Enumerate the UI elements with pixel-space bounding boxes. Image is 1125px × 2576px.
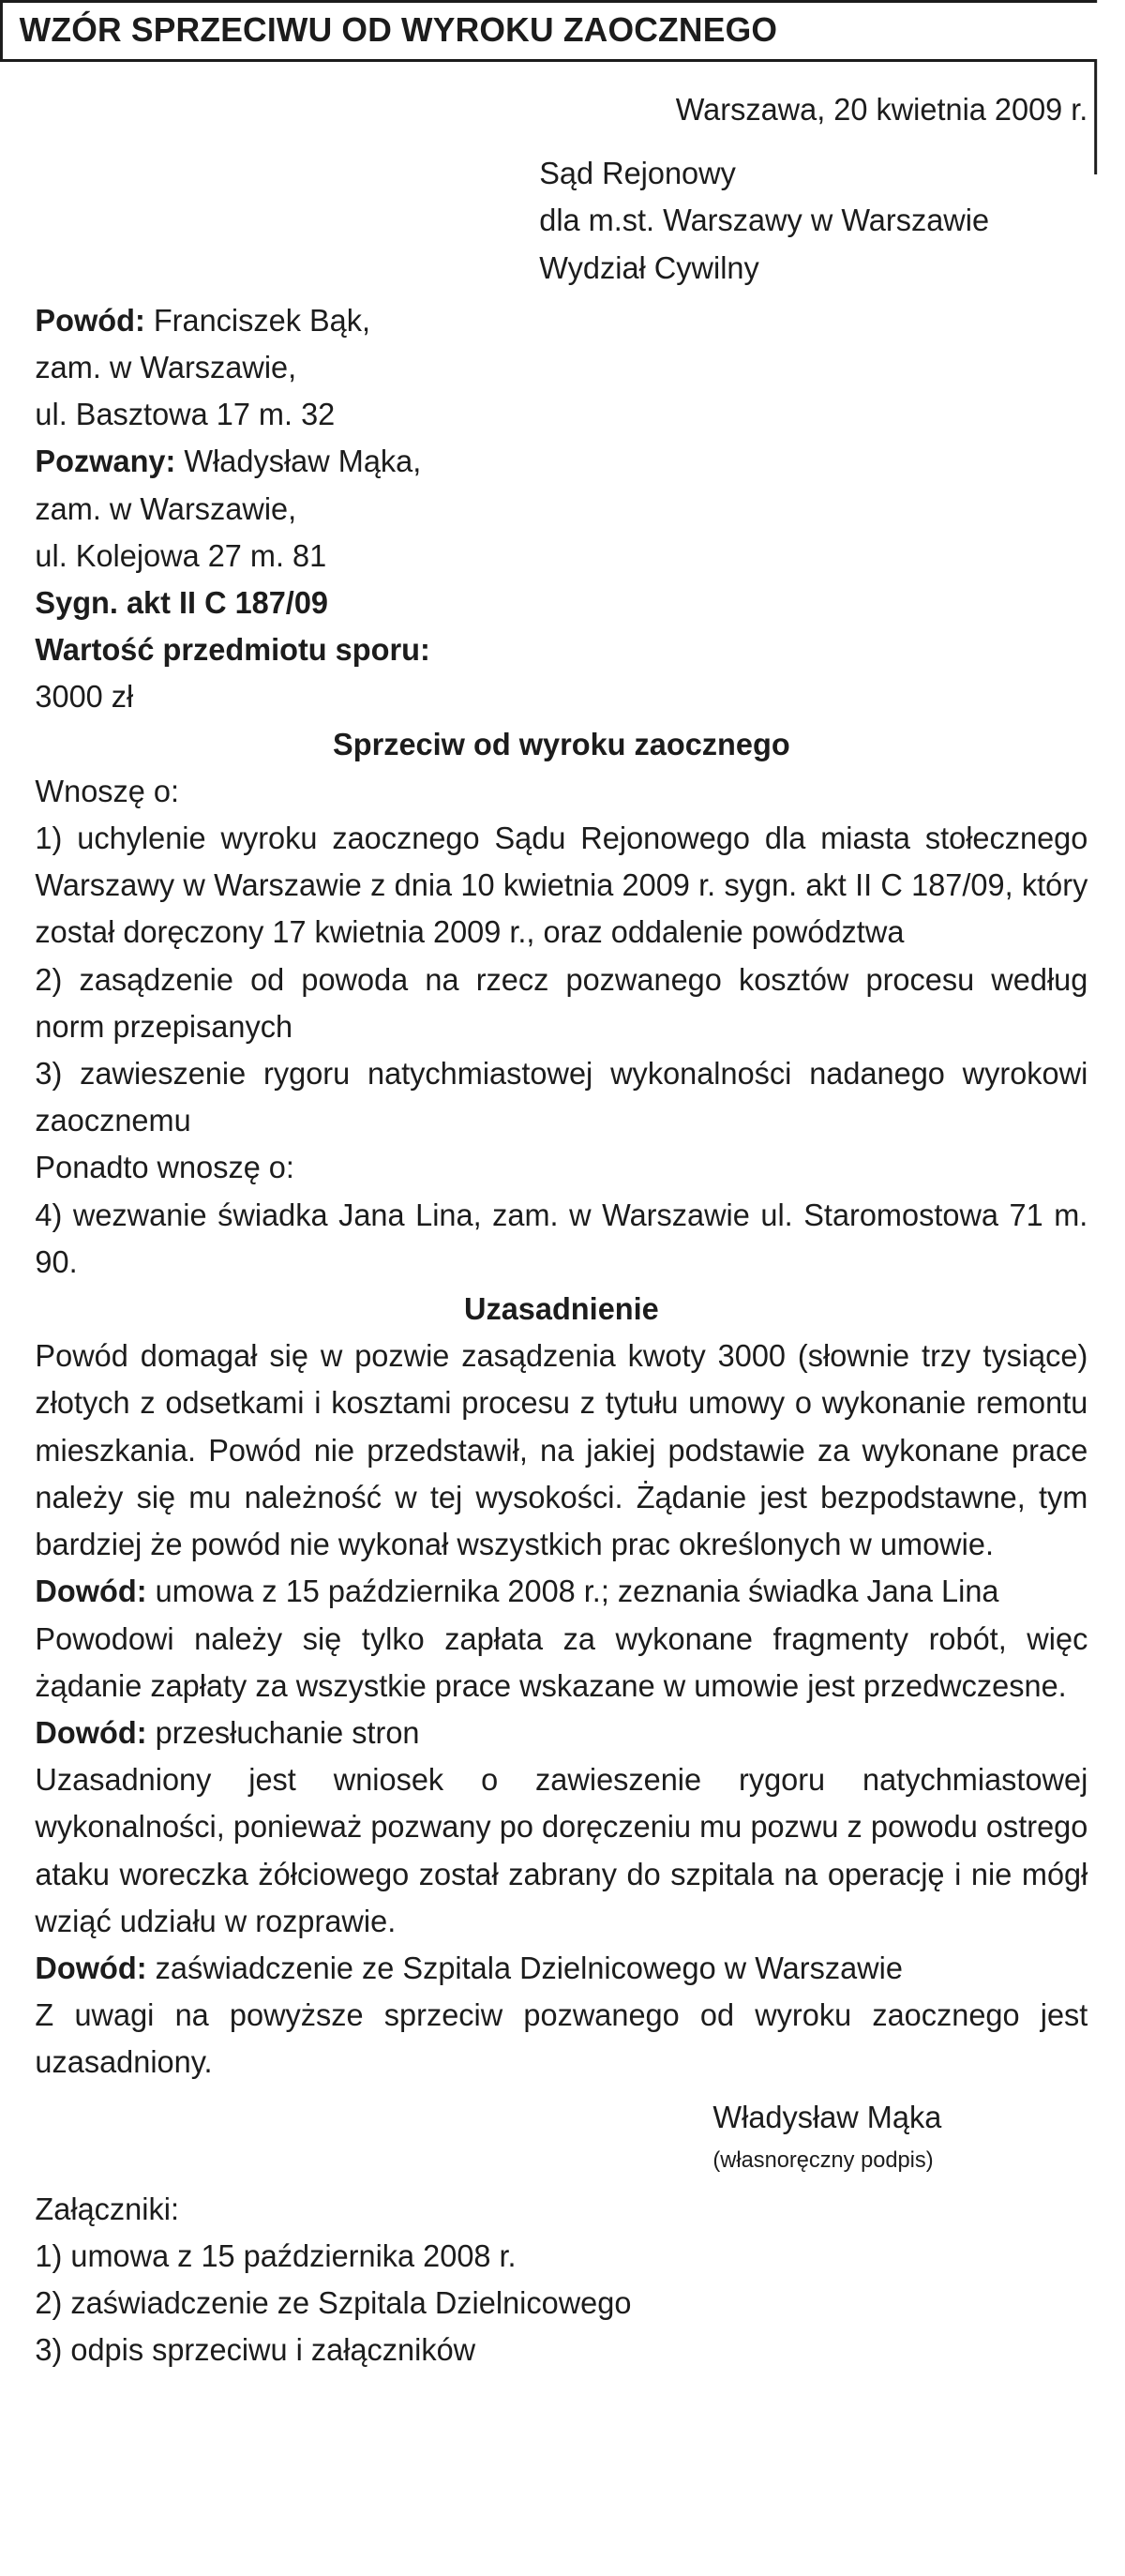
- request-item-2: 2) zasądzenie od powoda na rzecz pozwanego kosztów procesu według norm przepisanych: [35, 961, 1088, 1044]
- side-rule: [1094, 62, 1097, 174]
- attachment-item-1: 1) umowa z 15 października 2008 r.: [35, 2237, 517, 2273]
- signature-name: Władysław Mąka: [712, 2099, 942, 2134]
- attachments-label: Załączniki:: [35, 2191, 179, 2226]
- plaintiff-label: Powód:: [35, 302, 145, 338]
- defendant-address-street: ul. Kolejowa 27 m. 81: [35, 537, 327, 573]
- evidence-label-2: Dowód:: [35, 1714, 147, 1750]
- court-department: Wydział Cywilny: [539, 249, 759, 285]
- plaintiff-name: Franciszek Bąk,: [144, 302, 371, 338]
- plaintiff-address-city: zam. w Warszawie,: [35, 350, 297, 385]
- defendant-name: Władysław Mąka,: [175, 444, 422, 479]
- request-intro: Wnoszę o:: [35, 773, 179, 808]
- justification-para-1: Powód domagał się w pozwie zasądzenia kwoty 3000 (słownie trzy tysiące) złotych z odsetkami i kosztami procesu z tytułu umowy o wykonanie remontu mieszkania. Powód nie przedstawił, na jakiej podstawie za wykonane prace należy się mu należność w tej wysokości. Żądanie jest bezpodstawne, tym bardziej że powód nie wykonał wszystkich prac określonych w umowie.: [35, 1338, 1088, 1562]
- evidence-3-text: zaświadczenie ze Szpitala Dzielnicowego w Warszawie: [146, 1950, 903, 1985]
- plaintiff-line: [35, 297, 1088, 344]
- evidence-1-text: umowa z 15 października 2008 r.; zeznania świadka Jana Lina: [146, 1574, 999, 1609]
- evidence-2-text: przesłuchanie stron: [146, 1714, 420, 1750]
- case-number: [35, 580, 1088, 626]
- request-item-4: 4) wezwanie świadka Jana Lina, zam. w Warszawie ul. Staromostowa 71 m. 90.: [35, 1197, 1088, 1279]
- request-item-1: 1) uchylenie wyroku zaocznego Sądu Rejonowego dla miasta stołecznego Warszawy w Warszawie z dnia 10 kwietnia 2009 r. sygn. akt II C 187/09, który został doręczony 17 kwietnia 2009 r., oraz oddalenie powództwa: [35, 821, 1088, 950]
- justification-para-3: Uzasadniony jest wniosek o zawieszenie rygoru natychmiastowej wykonalności, ponieważ pozwany po doręczeniu mu pozwu z powodu ostrego ataku woreczka żółciowego został zabrany do szpitala na operację i nie mógł wziąć udziału w rozprawie.: [35, 1762, 1088, 1938]
- signature-note: (własnoręczny podpis): [712, 2147, 934, 2173]
- header-bar: [0, 0, 1097, 62]
- doc-heading: Sprzeciw od wyroku zaocznego: [333, 726, 790, 761]
- request-item-3: 3) zawieszenie rygoru natychmiastowej wykonalności nadanego wyrokowi zaocznemu: [35, 1056, 1088, 1138]
- defendant-line: [35, 438, 1088, 485]
- justification-para-2: Powodowi należy się tylko zapłata za wykonane fragmenty robót, więc żądanie zapłaty za wszystkie prace wskazane w umowie jest przedwczesne.: [35, 1620, 1088, 1703]
- conclusion: Z uwagi na powyższe sprzeciw pozwanego od wyroku zaocznego jest uzasadniony.: [35, 1997, 1088, 2080]
- justification-heading: Uzasadnienie: [463, 1291, 659, 1327]
- case-number-text: Sygn. akt II C 187/09: [35, 585, 328, 621]
- request-also: Ponadto wnoszę o:: [35, 1150, 294, 1185]
- attachment-item-2: 2) zaświadczenie ze Szpitala Dzielnicowego: [35, 2285, 632, 2321]
- defendant-label: Pozwany:: [35, 444, 176, 479]
- dispute-value-label-line: [35, 626, 1088, 673]
- doc-heading-line: [35, 721, 1088, 768]
- dispute-value: 3000 zł: [35, 679, 134, 715]
- court-division-city: dla m.st. Warszawy w Warszawie: [539, 203, 990, 238]
- attachment-item-3: 3) odpis sprzeciwu i załączników: [35, 2332, 476, 2368]
- evidence-2: [35, 1710, 1088, 1756]
- evidence-1: [35, 1568, 1088, 1615]
- evidence-label-3: Dowód:: [35, 1950, 147, 1985]
- court-name: Sąd Rejonowy: [539, 156, 736, 191]
- document-body: [35, 86, 1088, 2374]
- dispute-value-label: Wartość przedmiotu sporu:: [35, 632, 430, 668]
- document-title: WZÓR SPRZECIWU OD WYROKU ZAOCZNEGO: [19, 10, 778, 49]
- evidence-3: [35, 1945, 1088, 1992]
- justification-heading-line: [35, 1286, 1088, 1333]
- defendant-address-city: zam. w Warszawie,: [35, 490, 297, 526]
- place-date: Warszawa, 20 kwietnia 2009 r.: [675, 92, 1088, 127]
- plaintiff-address-street: ul. Basztowa 17 m. 32: [35, 397, 336, 432]
- evidence-label-1: Dowód:: [35, 1574, 147, 1609]
